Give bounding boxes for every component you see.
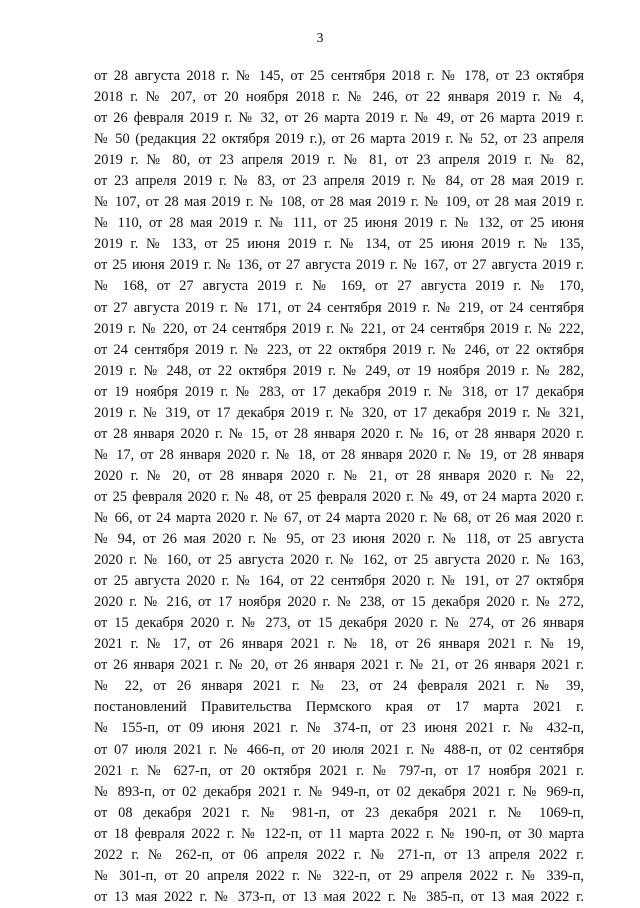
- text-line: № 168, от 27 августа 2019 г. № 169, от 27 августа 2019 г. № 170,: [94, 278, 584, 295]
- text-line: 2019 г. № 80, от 23 апреля 2019 г. № 81, от 23 апреля 2019 г. № 82,: [94, 152, 584, 169]
- text-line: № 155-п, от 09 июня 2021 г. № 374-п, от 23 июня 2021 г. № 432-п,: [94, 720, 584, 737]
- text-line: от 27 августа 2019 г. № 171, от 24 сентября 2019 г. № 219, от 24 сентября: [94, 299, 584, 316]
- text-line: от 18 февраля 2022 г. № 122-п, от 11 марта 2022 г. № 190-п, от 30 марта: [94, 825, 584, 842]
- text-line: № 94, от 26 мая 2020 г. № 95, от 23 июня 2020 г. № 118, от 25 августа: [94, 531, 584, 548]
- text-line: от 25 августа 2020 г. № 164, от 22 сентября 2020 г. № 191, от 27 октября: [94, 573, 584, 590]
- text-line: 2019 г. № 319, от 17 декабря 2019 г. № 320, от 17 декабря 2019 г. № 321,: [94, 404, 584, 421]
- text-line: от 25 июня 2019 г. № 136, от 27 августа 2019 г. № 167, от 27 августа 2019 г.: [94, 257, 584, 274]
- text-line: от 26 января 2021 г. № 20, от 26 января 2021 г. № 21, от 26 января 2021 г.: [94, 657, 584, 674]
- text-line: 2019 г. № 133, от 25 июня 2019 г. № 134, от 25 июня 2019 г. № 135,: [94, 236, 584, 253]
- text-line: 2019 г. № 248, от 22 октября 2019 г. № 249, от 19 ноября 2019 г. № 282,: [94, 362, 584, 379]
- text-line: № 107, от 28 мая 2019 г. № 108, от 28 мая 2019 г. № 109, от 28 мая 2019 г.: [94, 194, 584, 211]
- text-line: 2020 г. № 216, от 17 ноября 2020 г. № 238, от 15 декабря 2020 г. № 272,: [94, 594, 584, 611]
- text-line: от 23 апреля 2019 г. № 83, от 23 апреля 2019 г. № 84, от 28 мая 2019 г.: [94, 173, 584, 190]
- text-line: от 26 февраля 2019 г. № 32, от 26 марта 2019 г. № 49, от 26 марта 2019 г.: [94, 110, 584, 127]
- text-line: 2021 г. № 627-п, от 20 октября 2021 г. № 797-п, от 17 ноября 2021 г.: [94, 762, 584, 779]
- page-number: 3: [316, 31, 324, 46]
- text-line: 2020 г. № 20, от 28 января 2020 г. № 21, от 28 января 2020 г. № 22,: [94, 467, 584, 484]
- text-line: № 66, от 24 марта 2020 г. № 67, от 24 марта 2020 г. № 68, от 26 мая 2020 г.: [94, 509, 584, 526]
- text-line: № 50 (редакция 22 октября 2019 г.), от 26 марта 2019 г. № 52, от 23 апреля: [94, 131, 584, 148]
- text-line: от 24 сентября 2019 г. № 223, от 22 октября 2019 г. № 246, от 22 октября: [94, 341, 584, 358]
- text-line: от 25 февраля 2020 г. № 48, от 25 февраля 2020 г. № 49, от 24 марта 2020 г.: [94, 488, 584, 505]
- text-line: 2018 г. № 207, от 20 ноября 2018 г. № 246, от 22 января 2019 г. № 4,: [94, 89, 584, 106]
- text-line: 2022 г. № 262-п, от 06 апреля 2022 г. № 271-п, от 13 апреля 2022 г.: [94, 846, 584, 863]
- text-line: № 893-п, от 02 декабря 2021 г. № 949-п, от 02 декабря 2021 г. № 969-п,: [94, 783, 584, 800]
- text-line: 2021 г. № 17, от 26 января 2021 г. № 18, от 26 января 2021 г. № 19,: [94, 636, 584, 653]
- text-line: от 08 декабря 2021 г. № 981-п, от 23 декабря 2021 г. № 1069-п,: [94, 804, 584, 821]
- text-line: постановлений Правительства Пермского края от 17 марта 2021 г.: [94, 699, 584, 716]
- text-line: от 28 января 2020 г. № 15, от 28 января 2020 г. № 16, от 28 января 2020 г.: [94, 425, 584, 442]
- text-line: 2020 г. № 160, от 25 августа 2020 г. № 162, от 25 августа 2020 г. № 163,: [94, 552, 584, 569]
- text-line: 2019 г. № 220, от 24 сентября 2019 г. № 221, от 24 сентября 2019 г. № 222,: [94, 320, 584, 337]
- text-line: от 19 ноября 2019 г. № 283, от 17 декабря 2019 г. № 318, от 17 декабря: [94, 383, 584, 400]
- text-line: № 17, от 28 января 2020 г. № 18, от 28 января 2020 г. № 19, от 28 января: [94, 446, 584, 463]
- text-line: № 110, от 28 мая 2019 г. № 111, от 25 июня 2019 г. № 132, от 25 июня: [94, 215, 584, 232]
- text-line: № 22, от 26 января 2021 г. № 23, от 24 февраля 2021 г. № 39,: [94, 678, 584, 695]
- text-line: от 13 мая 2022 г. № 373-п, от 13 мая 2022 г. № 385-п, от 13 мая 2022 г.: [94, 888, 584, 905]
- text-line: № 301-п, от 20 апреля 2022 г. № 322-п, от 29 апреля 2022 г. № 339-п,: [94, 867, 584, 884]
- text-line: от 07 июля 2021 г. № 466-п, от 20 июля 2021 г. № 488-п, от 02 сентября: [94, 741, 584, 758]
- text-line: от 15 декабря 2020 г. № 273, от 15 декабря 2020 г. № 274, от 26 января: [94, 615, 584, 632]
- document-body-text: [94, 66, 584, 908]
- text-line: от 28 августа 2018 г. № 145, от 25 сентября 2018 г. № 178, от 23 октября: [94, 68, 584, 84]
